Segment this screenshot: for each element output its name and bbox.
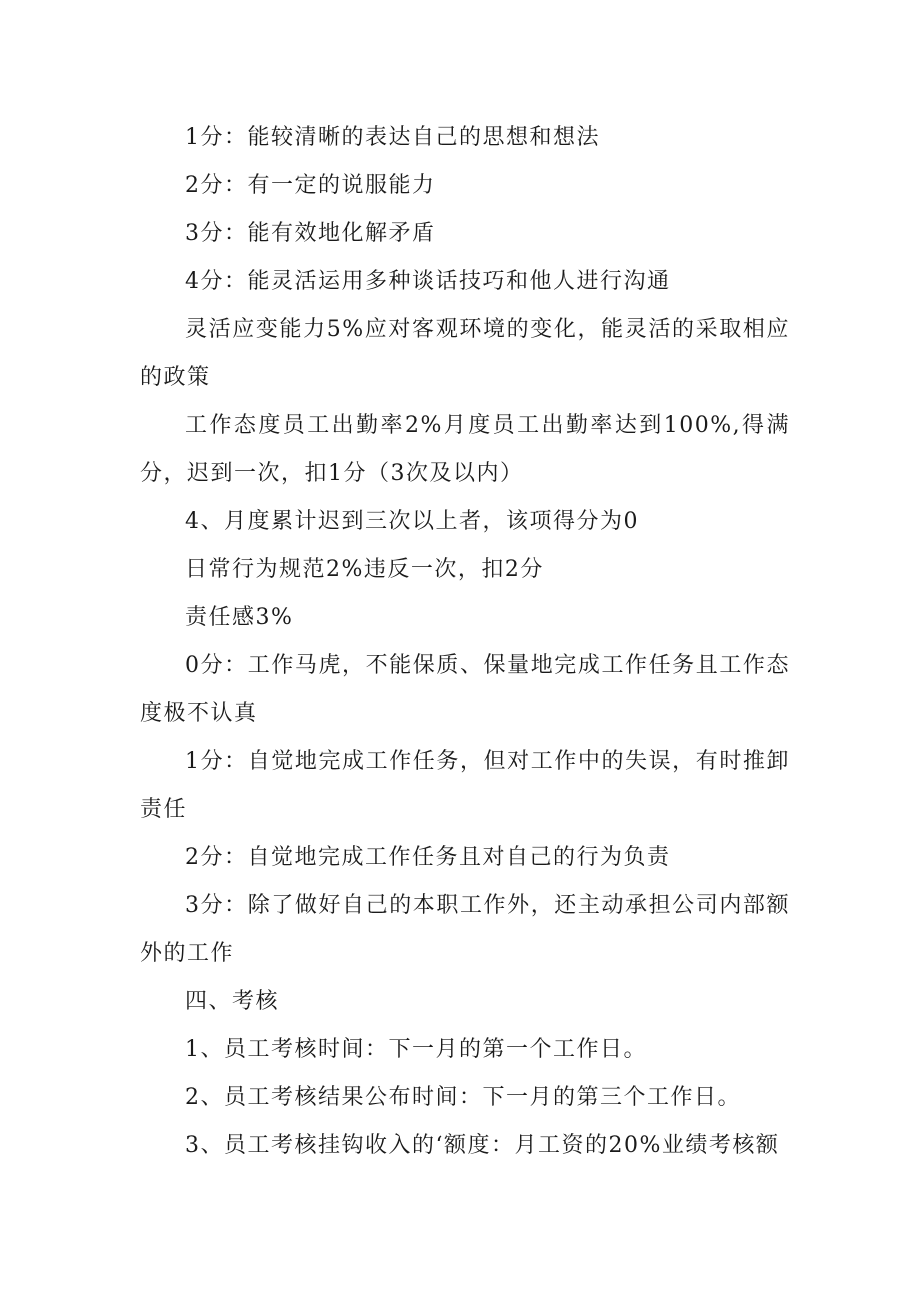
paragraph-score-3-communication: 3分：能有效地化解矛盾 [185,221,436,246]
paragraph-income-quota: 3、员工考核挂钩收入的‘额度：月工资的20%业绩考核额 [185,1133,780,1158]
paragraph-result-publish-time: 2、员工考核结果公布时间：下一月的第三个工作日。 [185,1085,741,1110]
paragraph-score-4-communication: 4分：能灵活运用多种谈话技巧和他人进行沟通 [185,269,671,294]
paragraph-score-1-communication: 1分：能较清晰的表达自己的思想和想法 [185,125,600,150]
paragraph-late-rule: 4、月度累计迟到三次以上者，该项得分为0 [185,509,639,534]
paragraph-attendance: 工作态度员工出勤率2%月度员工出勤率达到100%,得满分，迟到一次，扣1分（3次及以内） [140,413,790,486]
paragraph-score-2-responsibility: 2分：自觉地完成工作任务且对自己的行为负责 [185,845,671,870]
paragraph-score-2-communication: 2分：有一定的说服能力 [185,173,436,198]
paragraph-responsibility: 责任感3% [185,605,294,630]
paragraph-conduct: 日常行为规范2%违反一次，扣2分 [185,557,544,582]
document-body [140,114,790,1170]
paragraph-assessment-time: 1、员工考核时间：下一月的第一个工作日。 [185,1037,647,1062]
paragraph-score-0-responsibility: 0分：工作马虎，不能保质、保量地完成工作任务且工作态度极不认真 [140,653,790,726]
paragraph-score-1-responsibility: 1分：自觉地完成工作任务，但对工作中的失误，有时推卸责任 [140,749,790,822]
paragraph-adaptability: 灵活应变能力5%应对客观环境的变化，能灵活的采取相应的政策 [140,317,790,390]
paragraph-score-3-responsibility: 3分：除了做好自己的本职工作外，还主动承担公司内部额外的工作 [140,893,790,966]
section-heading-assessment: 四、考核 [185,989,280,1014]
